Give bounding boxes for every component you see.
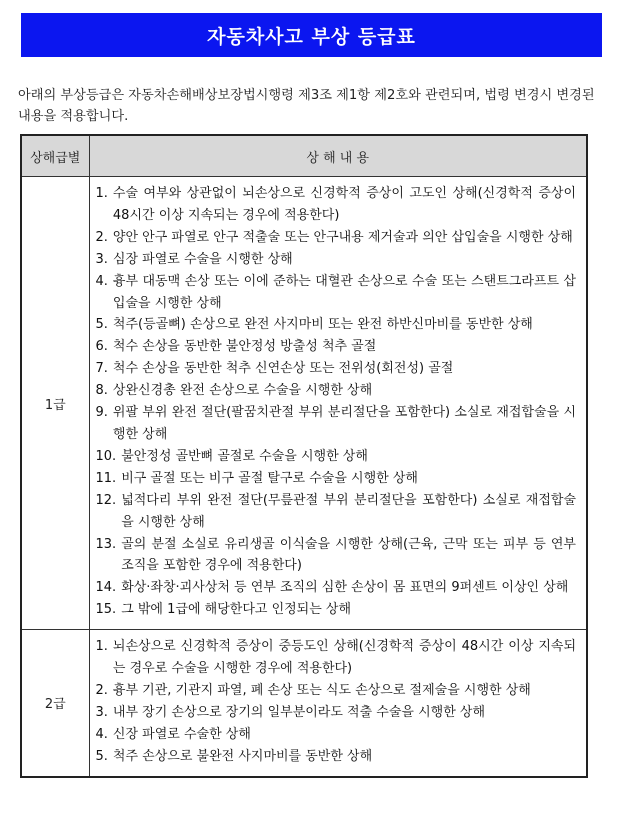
page-title: 자동차사고 부상 등급표 [21, 13, 602, 57]
grade-cell: 2급 [21, 630, 89, 777]
item-text: 신장 파열로 수술한 상해 [112, 726, 251, 742]
item-number: 2. [95, 229, 108, 245]
grade-cell: 1급 [21, 177, 89, 630]
content-column-header: 상 해 내 용 [89, 135, 587, 177]
item-number: 11. [95, 470, 117, 486]
item-number: 4. [95, 726, 108, 742]
grade-column-header: 상해급별 [21, 135, 89, 177]
list-item [96, 490, 577, 534]
injury-grade-table [20, 134, 588, 778]
list-item [96, 534, 577, 578]
table-header-row [21, 135, 587, 177]
item-text: 심장 파열로 수술을 시행한 상해 [112, 251, 293, 267]
item-text: 척주 손상으로 불완전 사지마비를 동반한 상해 [112, 748, 373, 764]
item-text: 척수 손상을 동반한 불안정성 방출성 척추 골절 [112, 339, 377, 355]
item-number: 15. [95, 602, 117, 618]
item-text: 그 밖에 1급에 해당한다고 인정되는 상해 [121, 602, 352, 618]
list-item [96, 636, 577, 680]
item-number: 9. [95, 405, 108, 421]
item-number: 10. [95, 448, 117, 464]
list-item [96, 724, 577, 746]
table-body [21, 177, 587, 777]
table-row [21, 630, 587, 777]
item-text: 흉부 기관, 기관지 파열, 폐 손상 또는 식도 손상으로 절제술을 시행한 상해 [112, 682, 531, 698]
item-number: 6. [95, 339, 108, 355]
item-text: 넓적다리 부위 완전 절단(무릎관절 부위 분리절단을 포함한다) 소실로 재접합술을 시행한 상해 [121, 492, 576, 530]
list-item [96, 468, 577, 490]
item-text: 상완신경총 완전 손상으로 수술을 시행한 상해 [112, 383, 373, 399]
list-item [96, 271, 577, 315]
item-number: 13. [95, 536, 117, 552]
list-item [96, 680, 577, 702]
item-text: 내부 장기 손상으로 장기의 일부분이라도 적출 수술을 시행한 상해 [112, 704, 486, 720]
list-item [96, 446, 577, 468]
item-number: 3. [95, 251, 108, 267]
item-text: 척주(등골뼈) 손상으로 완전 사지마비 또는 완전 하반신마비를 동반한 상해 [112, 317, 533, 333]
list-item [96, 402, 577, 446]
item-number: 1. [95, 186, 108, 201]
item-text: 위팔 부위 완전 절단(팔꿈치관절 부위 분리절단을 포함한다) 소실로 재접합술을 시행한 상해 [112, 405, 576, 442]
intro-paragraph: 아래의 부상등급은 자동차손해배상보장법시행령 제3조 제1항 제2호와 관련되며, 법령 변경시 변경된 내용을 적용합니다. [18, 88, 595, 124]
list-item [96, 702, 577, 724]
item-text: 척수 손상을 동반한 척추 신연손상 또는 전위성(회전성) 골절 [112, 361, 454, 377]
item-number: 5. [95, 317, 108, 333]
list-item [96, 599, 577, 621]
item-number: 4. [95, 273, 108, 289]
item-number: 12. [95, 492, 117, 508]
list-item [96, 746, 577, 768]
item-number: 5. [95, 748, 108, 764]
list-item [96, 358, 577, 380]
injury-items-cell [89, 630, 587, 777]
list-item [96, 336, 577, 358]
item-text: 뇌손상으로 신경학적 증상이 중등도인 상해(신경학적 증상이 48시간 이상 지속되는 경우로 수술을 시행한 경우에 적용한다) [112, 639, 576, 677]
list-item [96, 227, 577, 249]
item-text: 골의 분절 소실로 유리생골 이식술을 시행한 상해(근육, 근막 또는 피부 등 연부 조직을 포함한 경우에 적용한다) [121, 536, 576, 574]
table-row [21, 177, 587, 630]
item-text: 양안 안구 파열로 안구 적출술 또는 안구내용 제거술과 의안 삽입술을 시행한 상해 [112, 229, 573, 245]
list-item [96, 249, 577, 271]
item-text: 비구 골절 또는 비구 골절 탈구로 수술을 시행한 상해 [121, 470, 418, 486]
item-text: 흉부 대동맥 손상 또는 이에 준하는 대혈관 손상으로 수술 또는 스탠트그라프트 삽입술을 시행한 상해 [112, 273, 576, 311]
item-number: 3. [95, 704, 108, 720]
item-number: 8. [95, 383, 108, 399]
list-item [96, 577, 577, 599]
list-item [96, 314, 577, 336]
list-item [96, 183, 577, 227]
injury-items-cell [89, 177, 587, 630]
item-number: 2. [95, 682, 108, 698]
item-text: 불안정성 골반뼈 골절로 수술을 시행한 상해 [121, 448, 368, 464]
item-text: 화상·좌창·괴사상처 등 연부 조직의 심한 손상이 몸 표면의 9퍼센트 이상인 상해 [121, 580, 569, 596]
item-text: 수술 여부와 상관없이 뇌손상으로 신경학적 증상이 고도인 상해(신경학적 증상이 48시간 이상 지속되는 경우에 적용한다) [112, 186, 576, 223]
item-number: 1. [95, 639, 108, 655]
list-item [96, 380, 577, 402]
item-number: 7. [95, 361, 108, 377]
item-number: 14. [95, 580, 117, 596]
